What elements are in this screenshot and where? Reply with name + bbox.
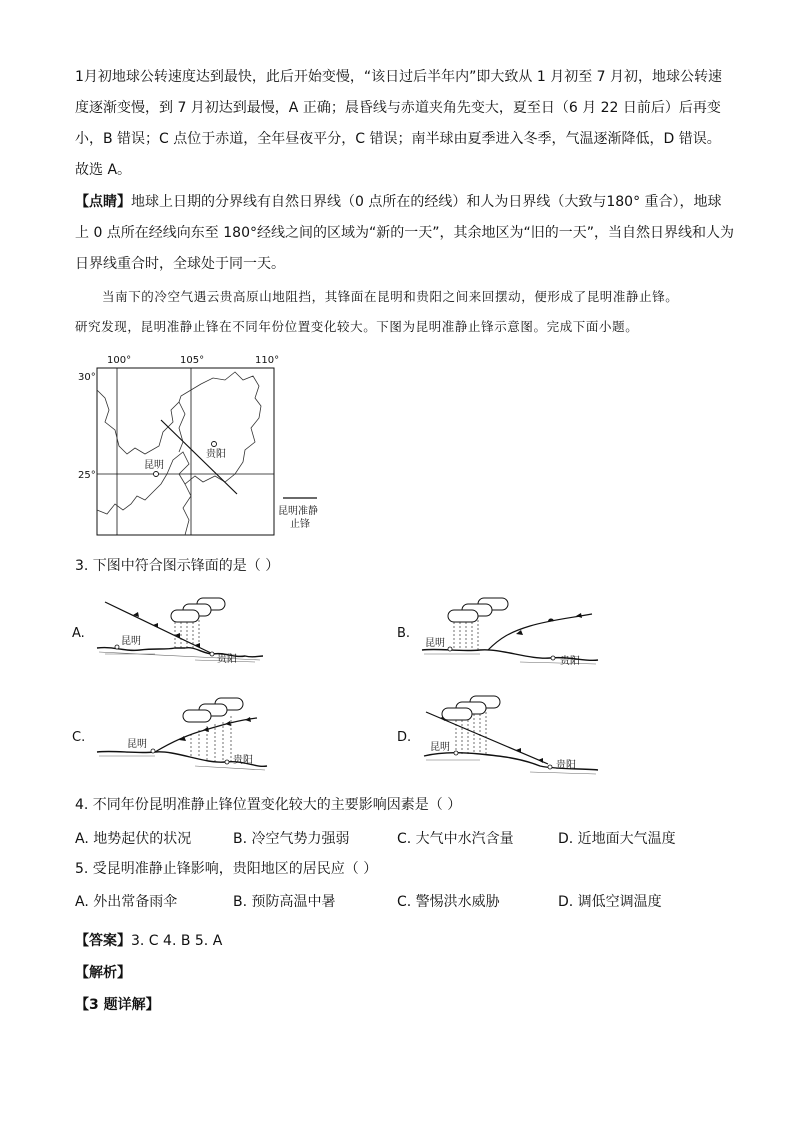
answer-line	[75, 932, 222, 950]
q3-option-b-figure[interactable]	[420, 590, 600, 672]
intro-line: 研究发现，昆明准静止锋在不同年份位置变化较大。下图为昆明准静止锋示意图。完成下面小题。	[75, 319, 639, 334]
kunming-label: 昆明	[127, 739, 147, 750]
dianjing-line	[75, 193, 722, 211]
intro-line: 当南下的冷空气遇云贵高原山地阻挡，其锋面在昆明和贵阳之间来回摆动，便形成了昆明准静止锋。	[102, 289, 679, 304]
lon-label: 110°	[255, 355, 280, 366]
q5-option-b[interactable]: B. 预防高温中暑	[233, 894, 336, 910]
q3-option-d-label[interactable]: D.	[397, 730, 412, 745]
guiyang-marker	[225, 760, 229, 764]
q4-option-d[interactable]: D. 近地面大气温度	[558, 831, 676, 847]
q4-option-b[interactable]: B. 冷空气势力强弱	[233, 831, 350, 847]
guiyang-marker	[212, 442, 217, 447]
kunming-marker	[115, 645, 119, 649]
kunming-label: 昆明	[121, 636, 141, 647]
paragraph-line: 1月初地球公转速度达到最快，此后开始变慢，“该日过后半年内”即大致从 1 月初至 7 月初，地球公转速	[75, 69, 723, 85]
q3-option-a-figure[interactable]	[95, 590, 265, 670]
q3-option-c-figure[interactable]	[95, 690, 270, 775]
legend-label: 昆明准静	[278, 506, 318, 517]
paragraph-line: 故选 A。	[75, 162, 132, 178]
q4-option-c[interactable]: C. 大气中水汽含量	[397, 831, 514, 847]
cloud-icon	[448, 598, 508, 622]
q5-option-a[interactable]: A. 外出常备雨伞	[75, 894, 178, 910]
guiyang-marker	[551, 656, 555, 660]
q4-option-a[interactable]: A. 地势起伏的状况	[75, 831, 192, 847]
guiyang-marker	[210, 652, 214, 656]
paragraph-line: 度逐渐变慢，到 7 月初达到最慢，A 正确；晨昏线与赤道夹角先变大，夏至日（6 月 22 日前后）后再变	[75, 100, 721, 116]
legend-label: 止锋	[290, 519, 310, 530]
ground	[97, 648, 263, 657]
dianjing-text: 地球上日期的分界线有自然日界线（0 点所在的经线）和人为日界线（大致与180° 重合），地球	[131, 194, 722, 210]
kunming-label: 昆明	[430, 742, 450, 753]
guiyang-label: 贵阳	[233, 755, 253, 766]
lat-label: 25°	[78, 470, 96, 481]
kunming-marker	[448, 647, 452, 651]
lat-label: 30°	[78, 372, 96, 383]
cloud-icon	[183, 698, 243, 722]
lon-label: 100°	[107, 355, 132, 366]
front-symbol	[516, 613, 582, 635]
front-line	[488, 614, 592, 650]
kunming-marker	[454, 751, 458, 755]
kunming-marker	[151, 749, 155, 753]
lon-label: 105°	[180, 355, 205, 366]
analysis-tag: 【解析】	[75, 965, 131, 981]
front-line	[155, 718, 257, 752]
cloud-icon	[171, 598, 225, 622]
guiyang-label: 贵阳	[206, 449, 226, 460]
guiyang-marker	[548, 765, 552, 769]
front-map	[75, 350, 335, 540]
kunming-marker	[154, 472, 159, 477]
dianjing-line: 上 0 点所在经线向东至 180°经线之间的区域为“新的一天”，其余地区为“旧的一天”，当自然日界线和人为	[75, 225, 734, 241]
guiyang-label: 贵阳	[217, 654, 237, 665]
q3-stem: 3. 下图中符合图示锋面的是（ ）	[75, 558, 280, 574]
dianjing-tag: 【点睛】	[75, 194, 131, 210]
cloud-icon	[442, 696, 500, 720]
paragraph-line: 小，B 错误；C 点位于赤道，全年昼夜平分，C 错误；南半球由夏季进入冬季，气温逐渐降低，D 错误。	[75, 131, 721, 147]
guiyang-label: 贵阳	[556, 760, 576, 771]
q3-option-b-label[interactable]: B.	[397, 626, 411, 641]
q3-option-d-figure[interactable]	[420, 690, 600, 775]
rain-lines	[191, 716, 231, 762]
kunming-label: 昆明	[144, 460, 164, 471]
guiyang-label: 贵阳	[560, 656, 580, 667]
q3-option-a-label[interactable]: A.	[72, 626, 85, 641]
q5-option-d[interactable]: D. 调低空调温度	[558, 894, 662, 910]
q3-option-c-label[interactable]: C.	[72, 730, 86, 745]
q5-stem: 5. 受昆明准静止锋影响，贵阳地区的居民应（ ）	[75, 861, 378, 877]
detail-tag: 【3 题详解】	[75, 997, 160, 1013]
q4-stem: 4. 不同年份昆明准静止锋位置变化较大的主要影响因素是（ ）	[75, 797, 462, 813]
answer-text: 3. C 4. B 5. A	[131, 933, 223, 949]
kunming-label: 昆明	[425, 638, 445, 649]
answer-tag: 【答案】	[75, 933, 131, 949]
dianjing-line: 日界线重合时，全球处于同一天。	[75, 256, 285, 272]
q5-option-c[interactable]: C. 警惕洪水威胁	[397, 894, 500, 910]
